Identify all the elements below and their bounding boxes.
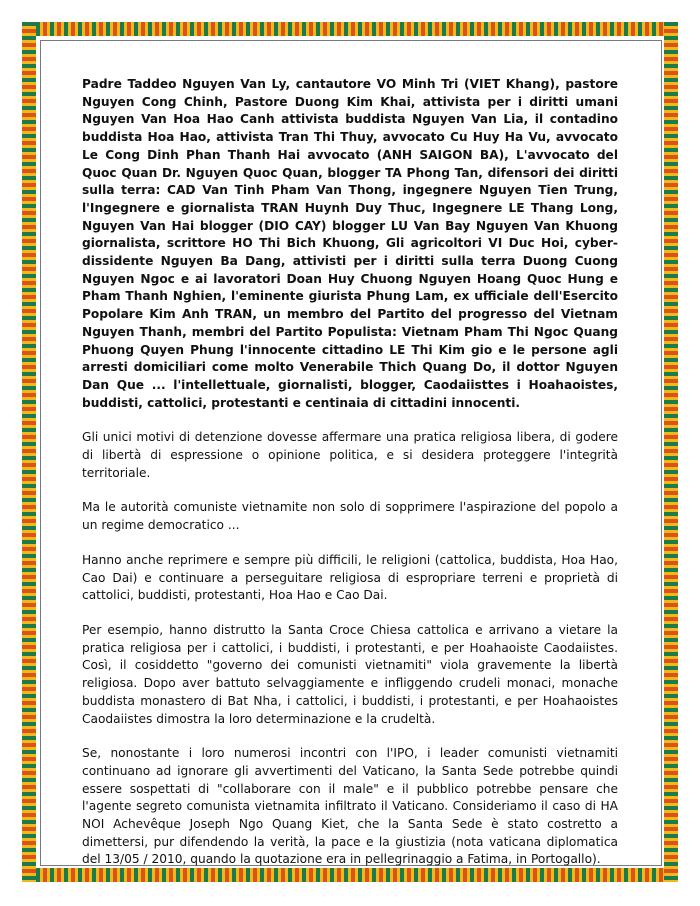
decorative-border-left [22, 22, 36, 882]
decorative-border-top [22, 22, 678, 36]
paragraph-vatican: Se, nonostante i loro numerosi incontri con l'IPO, i leader comunisti vietnamiti continuano ad ignorare gli avvertimenti del Vaticano, la Santa Sede potrebbe quindi essere sospettati di "collaborare con il male" e il pubblico potrebbe pensare che l'agente segreto comunista vietnamita infiltrato il Vaticano. Consideriamo il caso di HA NOI Achevêque Joseph Ngo Quang Kiet, che la Santa Sede è stato costretto a dimettersi, pur difendendo la verità, la pace e la giustizia (nota vaticana diplomatica del 13/05 / 2010, quando la quotazione era in pellegrinaggio a Fatima, in Portogallo). [82, 746, 618, 867]
paragraph-religious-repression: Hanno anche reprimere e sempre più difficili, le religioni (cattolica, buddista, Hoa Hao, Cao Dai) e continuare a perseguitare religiosa di espropriare terreni e proprietà di cattolici, buddisti, protestanti, Hoa Hao e Cao Dai. [82, 552, 618, 603]
paragraph-detention-reasons: Gli unici motivi di detenzione dovesse affermare una pratica religiosa libera, di godere di libertà di espressione o opinione politica, e si desidera proteggere l'integrità territoriale. [82, 430, 618, 480]
paragraph-examples: Per esempio, hanno distrutto la Santa Croce Chiesa cattolica e arrivano a vietare la pratica religiosa per i cattolici, i buddisti, i protestanti, e per Hoahaoiste Caodaiistes. Così, il cosiddetto "governo dei comunisti vietnamiti" viola gravemente la libertà religiosa. Dopo aver battuto selvaggiamente e infliggendo crudeli monaci, monache buddista monastero di Bat Nha, i cattolici, i buddisti, i protestanti, e per Hoahaoistes Caodaiistes dimostra la loro determinazione e la crudeltà. [82, 622, 618, 726]
document-body [82, 76, 618, 886]
paragraph-democratic-aspiration: Ma le autorità comuniste vietnamite non solo di sopprimere l'aspirazione del popolo a un regime democratico ... [82, 500, 618, 533]
decorative-border-right [664, 22, 678, 882]
paragraph-prisoner-list: Padre Taddeo Nguyen Van Ly, cantautore VO Minh Tri (VIET Khang), pastore Nguyen Cong Chinh, Pastore Duong Kim Khai, attivista per i diritti umani Nguyen Van Hoa Hao Canh attivista buddista Nguyen Van Lia, il contadino buddista Hoa Hao, attivista Tran Thi Thuy, avvocato Cu Huy Ha Vu, avvocato Le Cong Dinh Phan Thanh Hai avvocato (ANH SAIGON BA), L'avvocato del Quoc Quan Dr. Nguyen Quoc Quan, blogger TA Phong Tan, difensori dei diritti sulla terra: CAD Van Tinh Pham Van Thong, ingegnere Nguyen Tien Trung, l'Ingegnere e giornalista TRAN Huynh Duy Thuc, Ingegnere LE Thang Long, Nguyen Van Hai blogger (DIO CAY) blogger LU Van Bay Nguyen Van Khuong giornalista, scrittore HO Thi Bich Khuong, Gli agricoltori VI Duc Hoi, cyber-dissidente Nguyen Ba Dang, attivisti per i diritti sulla terra Duong Cuong Nguyen Ngoc e ai lavoratori Doan Huy Chuong Nguyen Hoang Quoc Hung e Pham Thanh Nghien, l'eminente giurista Phung Lam, ex ufficiale dell'Esercito Popolare Kim Anh TRAN, un membro del Partito del progresso del Vietnam Nguyen Thanh, membri del Partito Populista: Vietnam Pham Thi Ngoc Quang Phuong Quyen Phung l'innocente cittadino LE Thi Kim gio e le persone agli arresti domiciliari come molto Venerabile Thich Quang Do, il dottor Nguyen Dan Que ... l'intellettuale, giornalisti, blogger, Caodaiisttes i Hoahaoistes, buddisti, cattolici, protestanti e centinaia di cittadini innocenti. [82, 77, 618, 410]
